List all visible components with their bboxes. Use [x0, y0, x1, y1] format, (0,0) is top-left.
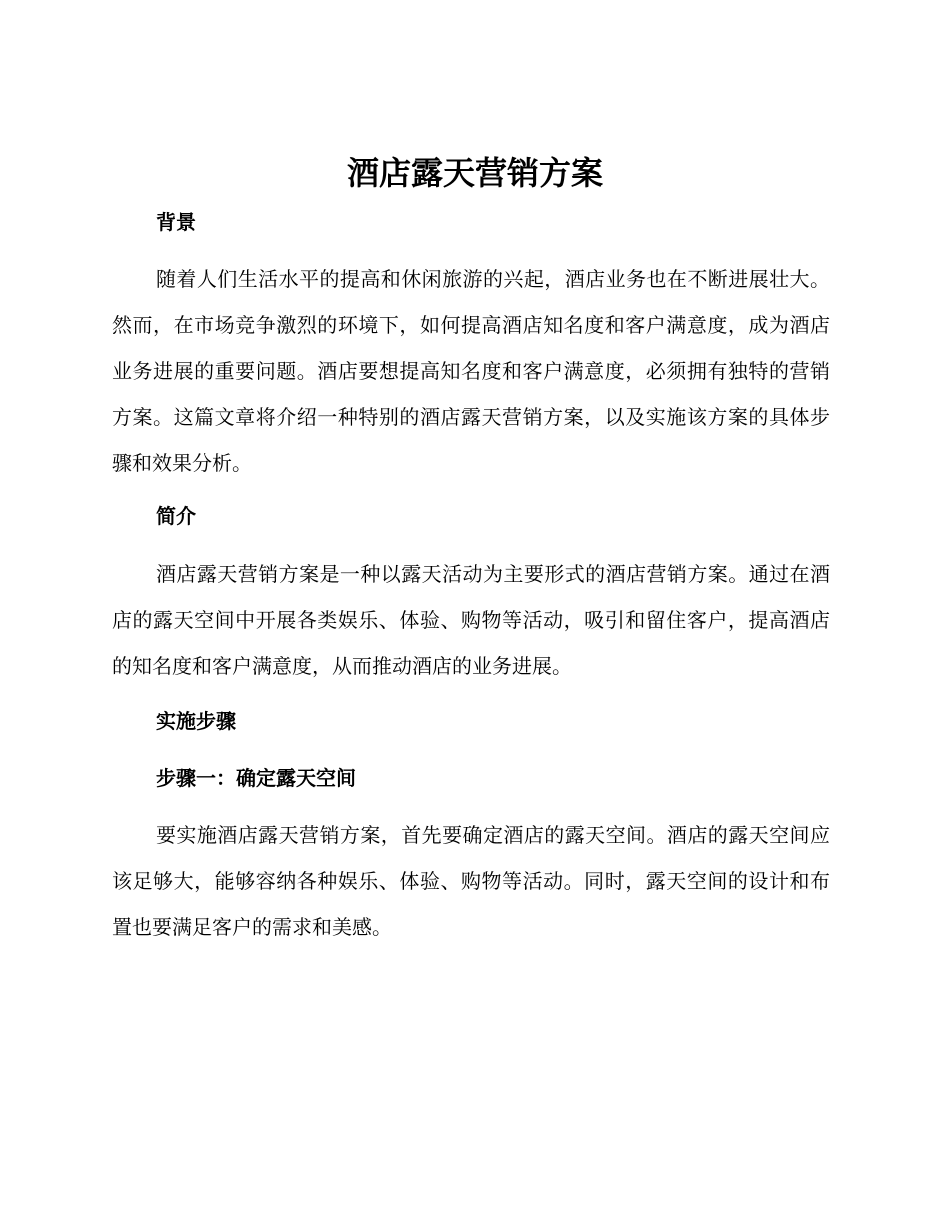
section-heading-steps: 实施步骤	[156, 709, 236, 733]
paragraph-step1: 要实施酒店露天营销方案，首先要确定酒店的露天空间。酒店的露天空间应该足够大，能够容纳各种娱乐、体验、购物等活动。同时，露天空间的设计和布置也要满足客户的需求和美感。	[112, 823, 830, 939]
paragraph-background: 随着人们生活水平的提高和休闲旅游的兴起，酒店业务也在不断进展壮大。然而，在市场竞争激烈的环境下，如何提高酒店知名度和客户满意度，成为酒店业务进展的重要问题。酒店要想提高知名度和客户满意度，必须拥有独特的营销方案。这篇文章将介绍一种特别的酒店露天营销方案，以及实施该方案的具体步骤和效果分析。	[112, 267, 830, 475]
section-heading-background: 背景	[156, 210, 196, 234]
section-heading-intro: 简介	[156, 504, 196, 528]
document-title: 酒店露天营销方案	[346, 154, 603, 192]
subsection-heading-step1: 步骤一：确定露天空间	[156, 766, 356, 790]
paragraph-intro: 酒店露天营销方案是一种以露天活动为主要形式的酒店营销方案。通过在酒店的露天空间中开展各类娱乐、体验、购物等活动，吸引和留住客户，提高酒店的知名度和客户满意度，从而推动酒店的业务进展。	[112, 562, 830, 678]
